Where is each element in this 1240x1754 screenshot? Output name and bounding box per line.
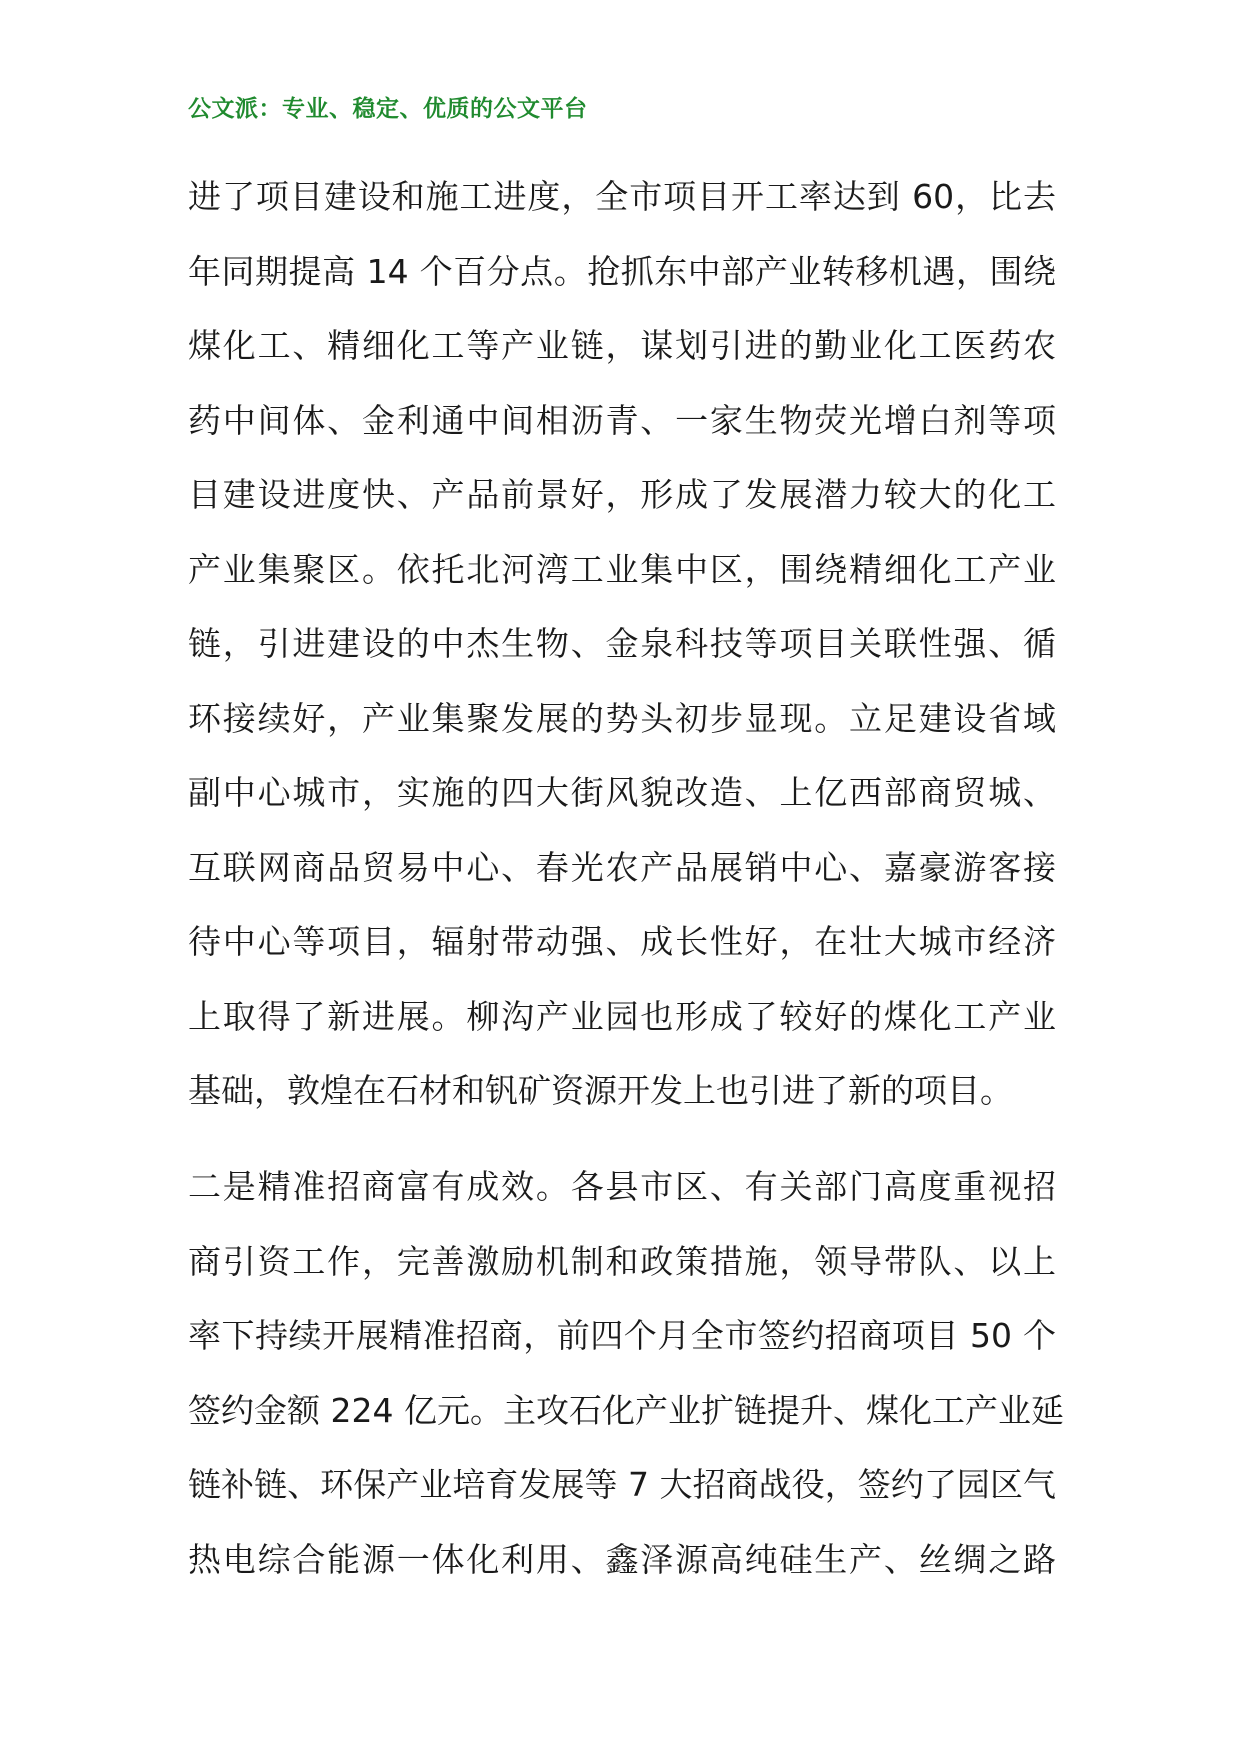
text-line: 待中心等项目，辐射带动强、成长性好，在壮大城市经济 xyxy=(188,922,1056,961)
paragraph-1 xyxy=(188,160,1056,1129)
text-line: 率下持续开展精准招商，前四个月全市签约招商项目 50 个 xyxy=(188,1316,1056,1355)
text-line: 副中心城市，实施的四大街风貌改造、上亿西部商贸城、 xyxy=(188,773,1056,812)
text-line: 基础，敦煌在石材和钒矿资源开发上也引进了新的项目。 xyxy=(188,1071,1013,1110)
text-line: 链，引进建设的中杰生物、金泉科技等项目关联性强、循 xyxy=(188,624,1056,663)
text-line: 进了项目建设和施工进度，全市项目开工率达到 60，比去 xyxy=(188,177,1056,216)
text-line: 药中间体、金利通中间相沥青、一家生物荧光增白剂等项 xyxy=(188,400,1056,440)
text-line: 产业集聚区。依托北河湾工业集中区，围绕精细化工产业 xyxy=(188,549,1056,589)
text-line: 二是精准招商富有成效。各县市区、有关部门高度重视招 xyxy=(188,1167,1056,1206)
text-line: 上取得了新进展。柳沟产业园也形成了较好的煤化工产业 xyxy=(188,996,1056,1036)
text-line: 签约金额 224 亿元。主攻石化产业扩链提升、煤化工产业延 xyxy=(188,1390,1064,1430)
paragraph-2 xyxy=(188,1150,1064,1597)
text-line: 链补链、环保产业培育发展等 7 大招商战役，签约了园区气 xyxy=(188,1465,1056,1504)
text-line: 热电综合能源一体化利用、鑫泽源高纯硅生产、丝绸之路 xyxy=(188,1539,1056,1579)
text-line: 互联网商品贸易中心、春光农产品展销中心、嘉豪游客接 xyxy=(188,847,1056,887)
text-line: 商引资工作，完善激励机制和政策措施，领导带队、以上 xyxy=(188,1241,1056,1281)
text-line: 煤化工、精细化工等产业链，谋划引进的勤业化工医药农 xyxy=(188,326,1056,365)
text-line: 目建设进度快、产品前景好，形成了发展潜力较大的化工 xyxy=(188,475,1056,514)
text-line: 年同期提高 14 个百分点。抢抓东中部产业转移机遇，围绕 xyxy=(188,251,1056,291)
header-title: 公文派：专业、稳定、优质的公文平台 xyxy=(188,96,588,122)
text-line: 环接续好，产业集聚发展的势头初步显现。立足建设省域 xyxy=(188,698,1056,738)
